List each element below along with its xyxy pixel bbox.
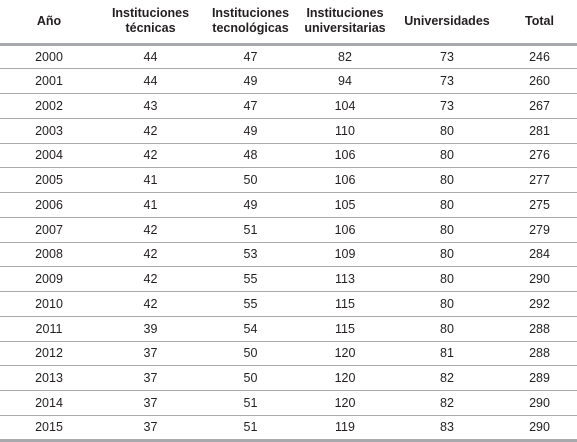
table-row xyxy=(0,69,577,94)
cell-tecnicas: 44 xyxy=(98,69,203,94)
cell-tecnicas: 37 xyxy=(98,391,203,416)
cell-total: 277 xyxy=(502,168,577,193)
cell-year: 2015 xyxy=(0,415,98,440)
cell-universitarias: 115 xyxy=(298,292,392,317)
cell-universidades: 80 xyxy=(392,143,502,168)
header-total: Total xyxy=(502,0,577,44)
cell-year: 2005 xyxy=(0,168,98,193)
table-row xyxy=(0,44,577,69)
cell-total: 292 xyxy=(502,292,577,317)
cell-universitarias: 82 xyxy=(298,44,392,69)
table-row xyxy=(0,415,577,440)
table-row xyxy=(0,267,577,292)
table-row xyxy=(0,118,577,143)
table-row xyxy=(0,316,577,341)
cell-universidades: 80 xyxy=(392,267,502,292)
cell-year: 2012 xyxy=(0,341,98,366)
cell-year: 2011 xyxy=(0,316,98,341)
table-row xyxy=(0,242,577,267)
cell-tecnicas: 42 xyxy=(98,217,203,242)
cell-tecnicas: 39 xyxy=(98,316,203,341)
cell-universitarias: 106 xyxy=(298,168,392,193)
table-row xyxy=(0,292,577,317)
cell-tecnologicas: 50 xyxy=(203,341,298,366)
cell-tecnologicas: 53 xyxy=(203,242,298,267)
cell-universitarias: 106 xyxy=(298,143,392,168)
header-row xyxy=(0,0,577,44)
cell-tecnologicas: 49 xyxy=(203,118,298,143)
header-tecnicas-line-2: técnicas xyxy=(125,21,176,36)
cell-universitarias: 110 xyxy=(298,118,392,143)
cell-total: 276 xyxy=(502,143,577,168)
cell-year: 2009 xyxy=(0,267,98,292)
cell-universitarias: 120 xyxy=(298,391,392,416)
cell-tecnicas: 41 xyxy=(98,168,203,193)
cell-year: 2000 xyxy=(0,44,98,69)
table-row xyxy=(0,168,577,193)
table-row xyxy=(0,217,577,242)
cell-universitarias: 94 xyxy=(298,69,392,94)
cell-total: 290 xyxy=(502,415,577,440)
cell-universidades: 82 xyxy=(392,391,502,416)
cell-universidades: 80 xyxy=(392,242,502,267)
cell-total: 281 xyxy=(502,118,577,143)
cell-total: 284 xyxy=(502,242,577,267)
header-universidades: Universidades xyxy=(392,0,502,44)
cell-total: 279 xyxy=(502,217,577,242)
cell-universidades: 80 xyxy=(392,118,502,143)
cell-tecnologicas: 49 xyxy=(203,193,298,218)
cell-total: 288 xyxy=(502,341,577,366)
cell-total: 290 xyxy=(502,391,577,416)
table-body xyxy=(0,44,577,440)
cell-tecnicas: 42 xyxy=(98,267,203,292)
cell-tecnicas: 43 xyxy=(98,94,203,119)
cell-total: 246 xyxy=(502,44,577,69)
cell-universitarias: 113 xyxy=(298,267,392,292)
cell-tecnologicas: 51 xyxy=(203,415,298,440)
cell-year: 2007 xyxy=(0,217,98,242)
cell-tecnologicas: 48 xyxy=(203,143,298,168)
cell-universitarias: 120 xyxy=(298,341,392,366)
cell-tecnicas: 37 xyxy=(98,341,203,366)
cell-tecnicas: 42 xyxy=(98,118,203,143)
cell-universitarias: 105 xyxy=(298,193,392,218)
table-row xyxy=(0,94,577,119)
cell-tecnologicas: 49 xyxy=(203,69,298,94)
header-universitarias-line-1: Instituciones xyxy=(306,6,384,21)
cell-tecnicas: 42 xyxy=(98,143,203,168)
header-tecnologicas-line-1: Instituciones xyxy=(211,6,290,21)
table-row xyxy=(0,143,577,168)
cell-universidades: 80 xyxy=(392,316,502,341)
table-row xyxy=(0,193,577,218)
header-universitarias-line-2: universitarias xyxy=(304,21,386,36)
cell-year: 2006 xyxy=(0,193,98,218)
header-universitarias xyxy=(298,0,392,44)
cell-tecnicas: 37 xyxy=(98,366,203,391)
header-tecnologicas xyxy=(203,0,298,44)
cell-total: 275 xyxy=(502,193,577,218)
cell-year: 2004 xyxy=(0,143,98,168)
cell-total: 288 xyxy=(502,316,577,341)
table-row xyxy=(0,391,577,416)
cell-tecnicas: 37 xyxy=(98,415,203,440)
cell-universidades: 80 xyxy=(392,217,502,242)
cell-universitarias: 104 xyxy=(298,94,392,119)
cell-year: 2010 xyxy=(0,292,98,317)
cell-tecnicas: 42 xyxy=(98,292,203,317)
table-row xyxy=(0,341,577,366)
cell-tecnicas: 44 xyxy=(98,44,203,69)
cell-tecnicas: 41 xyxy=(98,193,203,218)
cell-universidades: 73 xyxy=(392,44,502,69)
cell-universitarias: 119 xyxy=(298,415,392,440)
cell-year: 2003 xyxy=(0,118,98,143)
cell-total: 290 xyxy=(502,267,577,292)
cell-tecnologicas: 47 xyxy=(203,94,298,119)
cell-total: 260 xyxy=(502,69,577,94)
cell-year: 2002 xyxy=(0,94,98,119)
table-row xyxy=(0,366,577,391)
cell-universidades: 80 xyxy=(392,168,502,193)
cell-tecnologicas: 47 xyxy=(203,44,298,69)
cell-universitarias: 109 xyxy=(298,242,392,267)
cell-universidades: 80 xyxy=(392,292,502,317)
cell-tecnologicas: 50 xyxy=(203,366,298,391)
cell-universidades: 82 xyxy=(392,366,502,391)
cell-total: 289 xyxy=(502,366,577,391)
header-tecnicas-line-1: Instituciones xyxy=(111,6,190,21)
cell-tecnologicas: 50 xyxy=(203,168,298,193)
header-year: Año xyxy=(0,0,98,44)
cell-universidades: 73 xyxy=(392,94,502,119)
cell-tecnologicas: 55 xyxy=(203,267,298,292)
cell-tecnologicas: 55 xyxy=(203,292,298,317)
cell-tecnologicas: 54 xyxy=(203,316,298,341)
cell-year: 2013 xyxy=(0,366,98,391)
cell-total: 267 xyxy=(502,94,577,119)
cell-year: 2014 xyxy=(0,391,98,416)
cell-year: 2001 xyxy=(0,69,98,94)
cell-universitarias: 106 xyxy=(298,217,392,242)
cell-universitarias: 120 xyxy=(298,366,392,391)
cell-tecnologicas: 51 xyxy=(203,217,298,242)
table-header xyxy=(0,0,577,44)
cell-year: 2008 xyxy=(0,242,98,267)
header-tecnologicas-line-2: tecnológicas xyxy=(212,21,289,36)
cell-tecnicas: 42 xyxy=(98,242,203,267)
cell-universidades: 81 xyxy=(392,341,502,366)
cell-universidades: 80 xyxy=(392,193,502,218)
cell-universidades: 83 xyxy=(392,415,502,440)
cell-universitarias: 115 xyxy=(298,316,392,341)
header-tecnicas xyxy=(98,0,203,44)
cell-tecnologicas: 51 xyxy=(203,391,298,416)
cell-universidades: 73 xyxy=(392,69,502,94)
